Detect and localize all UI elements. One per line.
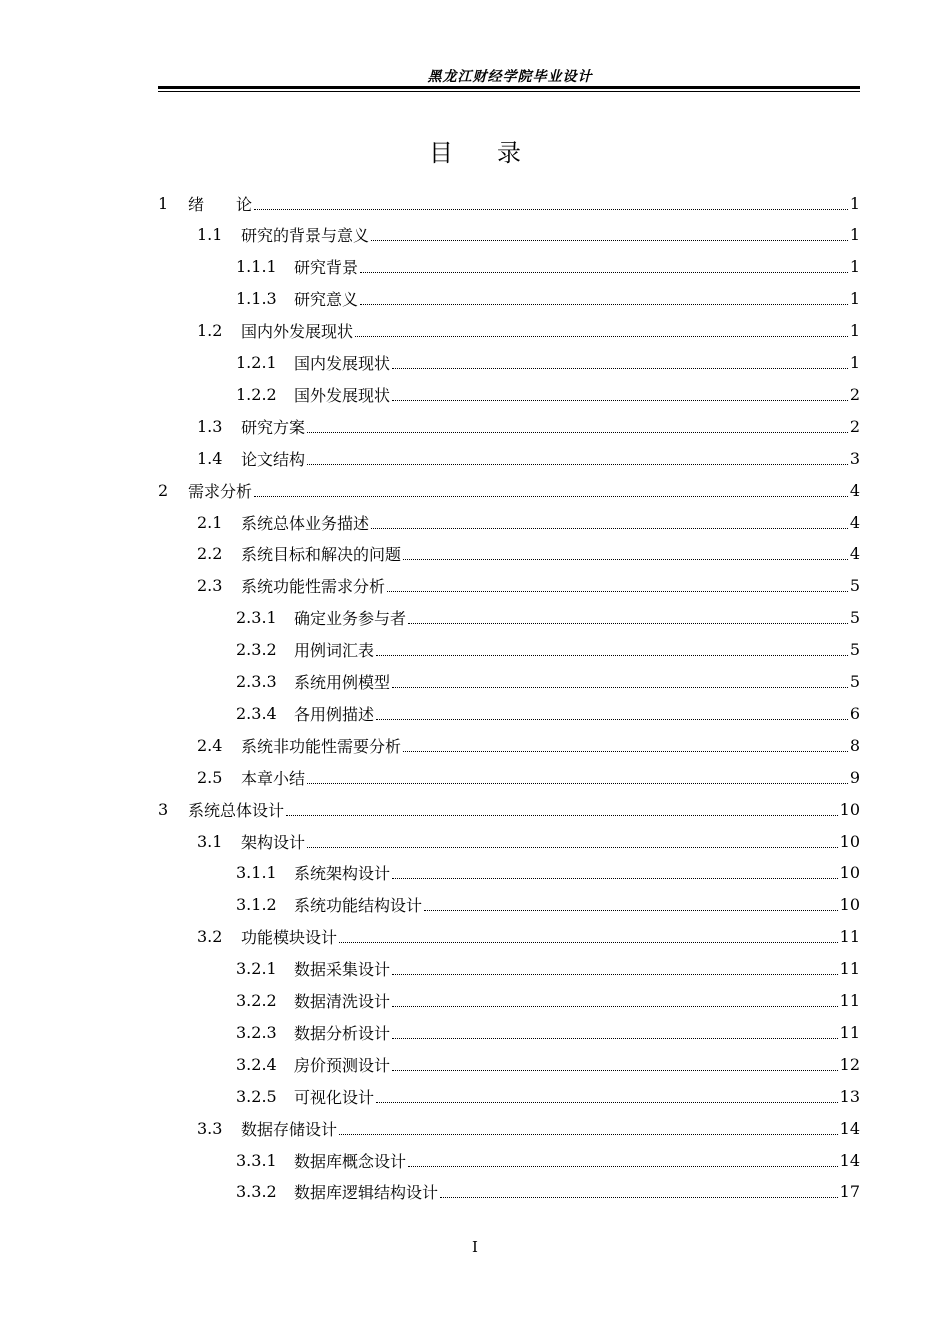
toc-entry-title: 数据存储设计 <box>241 1119 338 1139</box>
toc-dot-leader <box>408 623 848 624</box>
toc-entry-page: 12 <box>839 1054 860 1074</box>
toc-dot-leader <box>254 496 848 497</box>
toc-entry-page: 6 <box>849 703 860 723</box>
page-number: I <box>472 1238 478 1256</box>
toc-dot-leader <box>254 209 848 210</box>
toc-entry-number: 3.2.3 <box>236 1022 277 1042</box>
toc-entry-number: 1.2.2 <box>236 384 277 404</box>
toc-dot-leader <box>392 1038 838 1039</box>
toc-entry[interactable] <box>197 507 860 537</box>
toc-entry-title: 数据库概念设计 <box>294 1151 407 1171</box>
toc-entry-page: 9 <box>849 767 860 787</box>
toc-heading <box>0 133 950 168</box>
toc-entry-title: 房价预测设计 <box>294 1055 391 1075</box>
toc-entry-page: 14 <box>839 1118 860 1138</box>
toc-entry-number: 3.3.2 <box>236 1182 277 1202</box>
toc-dot-leader <box>392 878 838 879</box>
toc-entry-page: 5 <box>849 576 860 596</box>
toc-entry[interactable] <box>197 762 860 792</box>
toc-entry-page: 14 <box>839 1150 860 1170</box>
toc-entry-title: 数据清洗设计 <box>294 992 391 1011</box>
toc-entry-title: 系统用例模型 <box>294 673 391 692</box>
toc-entry-page: 11 <box>839 927 860 947</box>
toc-entry-number: 3.3.1 <box>236 1150 277 1170</box>
toc-entry[interactable] <box>236 890 860 920</box>
toc-entry[interactable] <box>236 858 860 888</box>
toc-dot-leader <box>371 528 848 529</box>
toc-entry-page: 2 <box>849 384 860 404</box>
toc-entry[interactable] <box>197 826 860 856</box>
toc-entry-title: 论文结构 <box>241 449 306 469</box>
toc-dot-leader <box>307 432 848 433</box>
toc-entry-number: 3.2 <box>197 927 223 947</box>
toc-entry[interactable] <box>236 667 860 697</box>
toc-entry-page: 11 <box>839 959 860 979</box>
toc-entry-title: 确定业务参与者 <box>294 609 407 629</box>
toc-dot-leader <box>403 559 848 560</box>
toc-entry-number: 3.2.1 <box>236 959 277 979</box>
toc-entry-page: 11 <box>839 991 860 1010</box>
toc-entry-title: 需求分析 <box>188 481 253 501</box>
toc-dot-leader <box>376 719 848 720</box>
toc-entry-title: 数据分析设计 <box>294 1023 391 1043</box>
toc-entry[interactable] <box>197 220 860 250</box>
toc-dot-leader <box>392 974 838 975</box>
toc-dot-leader <box>408 1166 838 1167</box>
toc-entry-title: 系统总体业务描述 <box>241 513 370 533</box>
toc-dot-leader <box>286 815 838 816</box>
toc-dot-leader <box>392 687 848 688</box>
toc-entry-title: 国外发展现状 <box>294 385 391 405</box>
toc-entry-page: 3 <box>849 448 860 468</box>
toc-entry-number: 3.1.1 <box>236 863 277 883</box>
toc-entry-page: 10 <box>839 895 860 915</box>
toc-entry-page: 10 <box>839 863 860 883</box>
toc-entry-title: 各用例描述 <box>294 704 375 724</box>
toc-dot-leader <box>360 272 848 273</box>
toc-entry[interactable] <box>197 443 860 473</box>
toc-entry-title: 国内发展现状 <box>294 354 391 373</box>
toc-entry[interactable] <box>236 1017 860 1047</box>
toc-entry-page: 10 <box>839 831 860 851</box>
toc-entry-number: 2.3.2 <box>236 640 277 660</box>
toc-entry-number: 1 <box>158 193 169 213</box>
toc-entry-number: 2.1 <box>197 512 223 532</box>
toc-entry-number: 2.2 <box>197 544 223 564</box>
toc-entry-number: 2.3.1 <box>236 608 277 628</box>
toc-entry-title: 研究方案 <box>241 417 306 437</box>
toc-entry[interactable] <box>236 348 860 378</box>
toc-entry[interactable] <box>236 1081 860 1111</box>
toc-dot-leader <box>376 1102 838 1103</box>
toc-entry-number: 3.2.5 <box>236 1086 277 1106</box>
toc-dot-leader <box>307 464 848 465</box>
toc-entry-title: 系统非功能性需要分析 <box>241 736 402 756</box>
toc-entry-title: 研究背景 <box>294 258 359 278</box>
toc-entry-page: 13 <box>839 1086 860 1106</box>
toc-entry-page: 17 <box>839 1182 860 1202</box>
toc-entry-title: 系统架构设计 <box>294 864 391 884</box>
toc-entry[interactable] <box>236 284 860 314</box>
toc-entry[interactable] <box>236 1145 860 1175</box>
toc-dot-leader <box>392 400 848 401</box>
toc-entry-page: 8 <box>849 735 860 755</box>
toc-entry[interactable] <box>236 379 860 409</box>
toc-dot-leader <box>392 368 848 369</box>
toc-entry-title: 系统功能性需求分析 <box>241 577 386 597</box>
toc-entry-page: 10 <box>839 799 860 819</box>
toc-entry[interactable] <box>236 986 860 1016</box>
toc-dot-leader <box>339 1134 838 1135</box>
toc-entry[interactable] <box>236 1177 860 1207</box>
toc-entry-number: 1.3 <box>197 416 223 436</box>
toc-entry-title: 绪 论 <box>188 194 253 214</box>
toc-entry-title: 功能模块设计 <box>241 928 338 948</box>
toc-entry-number: 2.5 <box>197 767 223 787</box>
toc-entry-title: 可视化设计 <box>294 1087 375 1107</box>
toc-entry-page: 1 <box>849 353 860 372</box>
toc-entry-number: 2.3.3 <box>236 672 277 691</box>
toc-dot-leader <box>376 655 848 656</box>
toc-entry-title: 研究意义 <box>294 290 359 310</box>
toc-entry-number: 3.1.2 <box>236 895 277 915</box>
toc-entry-page: 1 <box>849 193 860 213</box>
toc-entry-page: 1 <box>849 289 860 309</box>
toc-entry[interactable] <box>158 188 860 218</box>
toc-entry-number: 3.3 <box>197 1118 223 1138</box>
toc-entry-page: 2 <box>849 416 860 436</box>
toc-entry-title: 研究的背景与意义 <box>241 226 370 246</box>
toc-entry[interactable] <box>197 922 860 952</box>
toc-entry[interactable] <box>158 794 860 824</box>
header-rule-thin <box>158 91 860 92</box>
toc-entry-number: 1.2 <box>197 321 223 341</box>
toc-dot-leader <box>424 910 838 911</box>
toc-entry[interactable] <box>236 1049 860 1079</box>
toc-entry-page: 5 <box>849 608 860 628</box>
toc-entry-number: 1.1.3 <box>236 289 277 309</box>
toc-entry-number: 3.2.4 <box>236 1054 277 1074</box>
toc-dot-leader <box>355 336 848 337</box>
toc-dot-leader <box>371 240 848 241</box>
toc-entry-title: 用例词汇表 <box>294 641 375 661</box>
running-header-title: 黑龙江财经学院毕业设计 <box>427 69 593 85</box>
toc-entry-title: 架构设计 <box>241 832 306 852</box>
toc-entry[interactable] <box>236 698 860 728</box>
toc-entry-title: 国内外发展现状 <box>241 322 354 342</box>
toc-entry-title: 数据采集设计 <box>294 960 391 980</box>
toc-heading-char-1: 目 <box>429 139 453 167</box>
toc-entry-page: 4 <box>849 544 860 564</box>
toc-entry[interactable] <box>197 571 860 601</box>
toc-entry-number: 1.2.1 <box>236 353 277 372</box>
toc-dot-leader <box>392 1006 838 1007</box>
toc-entry-page: 5 <box>849 672 860 691</box>
toc-entry-page: 4 <box>849 512 860 532</box>
toc-dot-leader <box>387 591 848 592</box>
toc-dot-leader <box>440 1197 838 1198</box>
toc-dot-leader <box>392 1070 838 1071</box>
toc-entry-page: 1 <box>849 225 860 245</box>
toc-entry-number: 2 <box>158 480 169 500</box>
toc-entry-number: 1.1.1 <box>236 257 277 277</box>
toc-entry[interactable] <box>197 539 860 569</box>
toc-entry-page: 4 <box>849 480 860 500</box>
toc-entry[interactable] <box>197 316 860 346</box>
toc-entry-page: 1 <box>849 321 860 341</box>
toc-dot-leader <box>403 751 848 752</box>
toc-dot-leader <box>360 304 848 305</box>
toc-entry[interactable] <box>236 252 860 282</box>
toc-entry-title: 系统目标和解决的问题 <box>241 545 402 565</box>
toc-entry-number: 2.3 <box>197 576 223 596</box>
toc-entry-number: 2.4 <box>197 735 223 755</box>
toc-entry-page: 1 <box>849 257 860 277</box>
toc-entry-title: 本章小结 <box>241 768 306 788</box>
toc-entry[interactable] <box>236 635 860 665</box>
toc-entry-number: 3 <box>158 799 169 819</box>
toc-entry-page: 11 <box>839 1022 860 1042</box>
toc-entry[interactable] <box>158 475 860 505</box>
toc-entry-number: 3.2.2 <box>236 991 277 1010</box>
toc-entry-title: 系统总体设计 <box>188 800 285 820</box>
toc-entry[interactable] <box>236 954 860 984</box>
toc-entry-number: 2.3.4 <box>236 703 277 723</box>
header-rule-thick <box>158 86 860 89</box>
toc-entry-page: 5 <box>849 640 860 660</box>
toc-entry-number: 1.1 <box>197 225 223 245</box>
toc-dot-leader <box>307 783 848 784</box>
toc-entry-number: 3.1 <box>197 831 223 851</box>
toc-entry-number: 1.4 <box>197 448 223 468</box>
toc-entry[interactable] <box>197 1113 860 1143</box>
toc-dot-leader <box>339 942 838 943</box>
toc-entry[interactable] <box>197 730 860 760</box>
toc-dot-leader <box>307 847 838 848</box>
toc-heading-char-2: 录 <box>497 139 521 167</box>
toc-entry-title: 数据库逻辑结构设计 <box>294 1183 439 1203</box>
toc-entry-title: 系统功能结构设计 <box>294 896 423 916</box>
toc-entry[interactable] <box>236 603 860 633</box>
toc-entry[interactable] <box>197 411 860 441</box>
